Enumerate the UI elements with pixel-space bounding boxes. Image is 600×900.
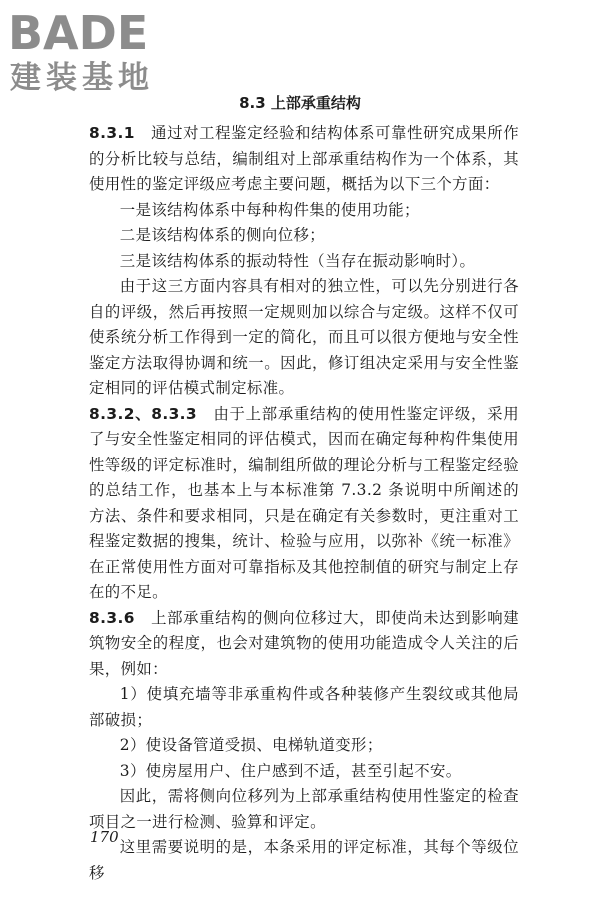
paragraph: 这里需要说明的是，本条采用的评定标准，其每个等级位移 [89,838,519,882]
document-body [89,121,519,886]
list-item: 三是该结构体系的振动特性（当存在振动影响时）。 [119,251,476,270]
clause-text: 通过对工程鉴定经验和结构体系可靠性研究成果所作的分析比较与总结，编制组对上部承重结构作为一个体系，其使用性的鉴定评级应考虑主要问题，概括为以下三个方面： [89,124,520,193]
clause-8-3-6 [89,606,519,683]
list-item: 3）使房屋用户、住户感到不适，甚至引起不安。 [119,761,462,780]
paragraph: 由于这三方面内容具有相对的独立性，可以先分别进行各自的评级，然后再按照一定规则加以综合与定级。这样不仅可使系统分析工作得到一定的简化，而且可以很方便地与安全性鉴定方法取得协调和统一。因此，修订组决定采用与安全性鉴定相同的评估模式制定标准。 [89,277,519,397]
clause-8-3-1 [89,121,519,198]
list-item: 二是该结构体系的侧向位移； [119,226,326,244]
clause-number: 8.3.1 [89,124,135,142]
clause-number: 8.3.6 [89,608,135,627]
page-number: 170 [90,828,119,846]
logo-subtitle: 建装基地 [10,60,154,96]
list-item: 一是该结构体系中每种构件集的使用功能； [119,200,420,219]
clause-number: 8.3.2、8.3.3 [89,404,198,423]
list-item: 1）使填充墙等非承重构件或各种装修产生裂纹或其他局部破损； [89,685,519,729]
section-title: 8.3 上部承重结构 [239,94,361,112]
clause-8-3-2 [89,402,519,606]
clause-text: 上部承重结构的侧向位移过大，即使尚未达到影响建筑物安全的程度，也会对建筑物的使用功能造成令人关注的后果，例如： [89,608,520,678]
logo [8,8,178,98]
logo-wordmark: BADE [8,6,149,60]
clause-text: 由于上部承重结构的使用性鉴定评级，采用了与安全性鉴定相同的评估模式，因而在确定每种构件集使用性等级的评定标准时，编制组所做的理论分析与工程鉴定经验的总结工作，也基本上与本标准第 7.3.2 条说明中所阐述的方法、条件和要求相同，只是在确定有关参数时，更注重对工程鉴定数据的搜集，统计、检验与应用，以弥补《统一标准》在正常使用性方面对可靠指标及其他控制值的研究与制定上存在的不足。 [89,404,519,601]
list-item: 2）使设备管道受损、电梯轨道变形； [119,736,383,754]
paragraph: 因此，需将侧向位移列为上部承重结构使用性鉴定的检查项目之一进行检测、验算和评定。 [89,787,519,831]
